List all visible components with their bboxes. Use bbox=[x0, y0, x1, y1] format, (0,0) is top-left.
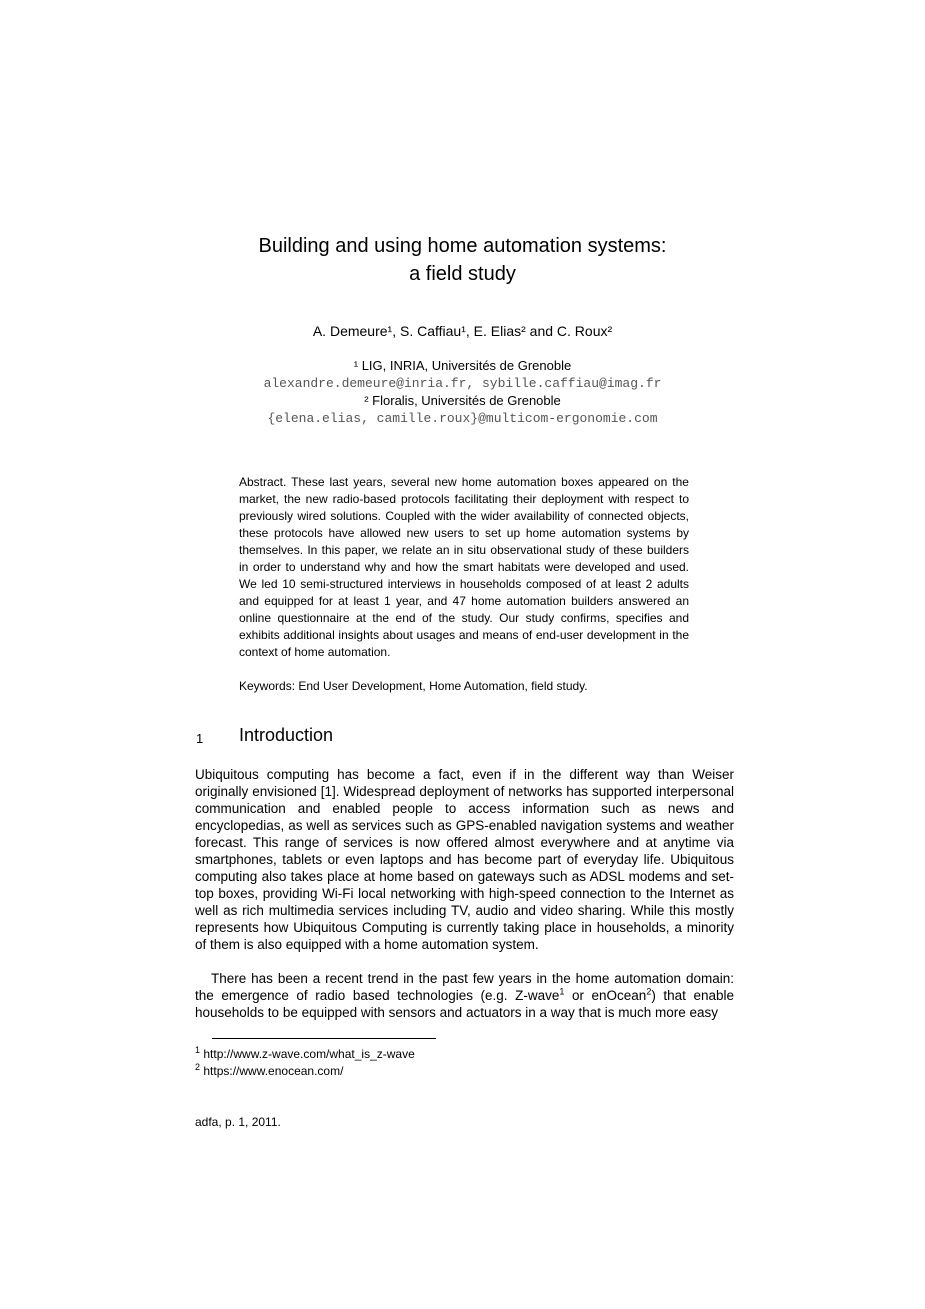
intro-paragraph-2 bbox=[195, 970, 734, 1021]
authors: A. Demeure¹, S. Caffiau¹, E. Elias² and C. Roux² bbox=[312, 323, 613, 339]
abstract bbox=[239, 474, 689, 661]
footnote-1-number: 1 bbox=[195, 1045, 201, 1055]
keywords-label: Keywords: bbox=[239, 679, 296, 693]
intro-paragraph-2-part-b: or enOcean bbox=[564, 988, 647, 1003]
section-number: 1 bbox=[196, 731, 204, 746]
footnote-1-link[interactable]: http://www.z-wave.com/what_is_z-wave bbox=[203, 1047, 415, 1061]
abstract-label: Abstract. bbox=[239, 475, 287, 489]
footnote-2-number: 2 bbox=[195, 1062, 201, 1072]
footnote-1 bbox=[195, 1047, 415, 1061]
intro-paragraph-2-part-c: ) that enable households to be equipped with sensors and actuators in a way that is much more easy bbox=[195, 988, 735, 1020]
footnote-divider bbox=[212, 1038, 436, 1039]
paper-title-line-2: a field study bbox=[409, 263, 516, 285]
footnote-2 bbox=[195, 1064, 343, 1078]
abstract-text: These last years, several new home automation boxes appeared on the market, the new radio-based protocols facilitating their deployment with respect to previously wired solutions. Coupled with the wider availability of connected objects, these protocols have allowed new users to set up home automation systems by themselves. In this paper, we relate an in situ observational study of these builders in order to understand why and how the smart habitats were developed and used. We led 10 semi-structured interviews in households composed of at least 2 adults and equipped for at least 1 year, and 47 home automation builders answered an online questionnaire at the end of the study. Our study confirms, specifies and exhibits additional insights about usages and means of end-user development in the context of home automation. bbox=[239, 475, 689, 659]
affiliation-1: ¹ LIG, INRIA, Universités de Grenoble bbox=[353, 358, 572, 373]
footnote-ref-2: 2 bbox=[646, 986, 652, 997]
footnote-ref-1: 1 bbox=[559, 986, 565, 997]
footnote-2-link[interactable]: https://www.enocean.com/ bbox=[203, 1064, 344, 1078]
keywords bbox=[239, 679, 689, 693]
paper-title-line-1: Building and using home automation systems: bbox=[258, 235, 667, 257]
intro-paragraph-1: Ubiquitous computing has become a fact, even if in the different way than Weiser originally envisioned [1]. Widespread deployment of networks has supported interpersonal communication and enabled people to access information such as news and encyclopedias, as well as services such as GPS-enabled navigation systems and weather forecast. This range of services is now offered almost everywhere and at anytime via smartphones, tablets or even laptops and has become part of everyday life. Ubiquitous computing also takes place at home based on gateways such as ADSL modems and set-top boxes, providing Wi-Fi local networking with high-speed connection to the Internet as well as rich multimedia services including TV, audio and video sharing. While this mostly represents how Ubiquitous Computing is currently taking place in households, a minority of them is also equipped with a home automation system. bbox=[195, 767, 734, 952]
affiliation-2-email: {elena.elias, camille.roux}@multicom-ergonomie.com bbox=[267, 411, 658, 426]
keywords-text: End User Development, Home Automation, field study. bbox=[298, 679, 588, 693]
affiliation-2: ² Floralis, Universités de Grenoble bbox=[364, 393, 561, 408]
intro-paragraph-2-part-a: There has been a recent trend in the past few years in the home automation domain: the emergence of radio based technologies (e.g. Z-wave bbox=[195, 971, 734, 1003]
page-footer: adfa, p. 1, 2011. bbox=[195, 1115, 281, 1129]
section-title: Introduction bbox=[239, 725, 334, 745]
affiliation-1-email: alexandre.demeure@inria.fr, sybille.caffiau@imag.fr bbox=[263, 376, 662, 391]
